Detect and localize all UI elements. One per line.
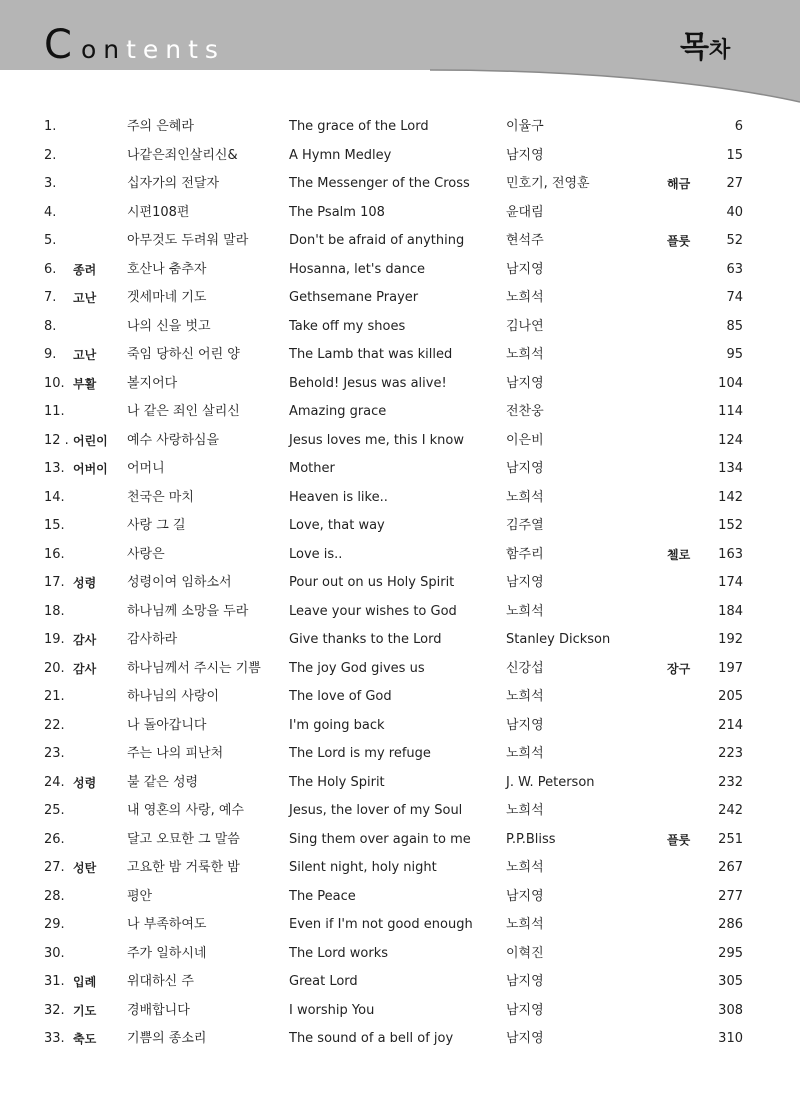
entry-english-title: The love of God — [289, 689, 392, 704]
entry-english-title: Jesus, the lover of my Soul — [289, 803, 463, 818]
entry-number: 20. — [44, 660, 65, 676]
entry-page-number: 310 — [718, 1031, 743, 1046]
entry-author: 남지영 — [506, 261, 544, 277]
entry-number: 26. — [44, 831, 65, 847]
toc-row — [0, 997, 800, 1026]
entry-page-number: 104 — [718, 375, 743, 391]
entry-number: 18. — [44, 603, 65, 619]
entry-instrument: 첼로 — [667, 547, 691, 562]
entry-korean-title: 하나님께서 주시는 기쁨 — [127, 660, 261, 676]
entry-number: 13. — [44, 461, 65, 476]
entry-korean-title: 나의 신을 벗고 — [127, 318, 211, 334]
entry-korean-title: 겟세마네 기도 — [127, 290, 207, 305]
entry-number: 6. — [44, 261, 57, 277]
entry-number: 17. — [44, 575, 65, 590]
entry-english-title: Love is.. — [289, 546, 343, 562]
entry-author: 남지영 — [506, 375, 544, 391]
entry-number: 5. — [44, 233, 57, 248]
entry-korean-title: 달고 오묘한 그 말씀 — [127, 831, 240, 847]
toc-row — [0, 968, 800, 997]
entry-english-title: Behold! Jesus was alive! — [289, 375, 447, 391]
entry-korean-title: 어머니 — [127, 461, 165, 476]
entry-korean-title: 성령이여 임하소서 — [127, 575, 232, 590]
toc-row — [0, 1025, 800, 1054]
toc-row — [0, 598, 800, 627]
entry-english-title: I worship You — [289, 1002, 375, 1018]
entry-number: 2. — [44, 147, 57, 163]
contents-title-initial: C — [44, 22, 81, 68]
entry-korean-title: 주가 일하시네 — [127, 945, 207, 961]
toc-row — [0, 541, 800, 570]
entry-korean-title: 고요한 밤 거룩한 밤 — [127, 860, 240, 875]
entry-english-title: Sing them over again to me — [289, 831, 471, 847]
entry-category: 고난 — [73, 348, 97, 362]
entry-author: J. W. Peterson — [506, 774, 595, 790]
entry-number: 9. — [44, 347, 57, 362]
entry-page-number: 142 — [718, 489, 743, 505]
entry-page-number: 15 — [726, 147, 743, 163]
toc-row — [0, 113, 800, 142]
entry-number: 14. — [44, 489, 65, 505]
entry-korean-title: 십자가의 전달자 — [127, 176, 220, 191]
entry-page-number: 85 — [726, 318, 743, 334]
entry-korean-title: 경배합니다 — [127, 1002, 190, 1018]
entry-number: 27. — [44, 860, 65, 875]
entry-number: 19. — [44, 632, 65, 647]
entry-author: 노희석 — [506, 746, 544, 761]
entry-page-number: 63 — [726, 261, 743, 277]
entry-page-number: 197 — [718, 660, 743, 676]
toc-row — [0, 626, 800, 655]
entry-english-title: Jesus loves me, this I know — [289, 432, 465, 448]
entry-page-number: 223 — [718, 746, 743, 761]
entry-author: 이율구 — [506, 119, 544, 134]
entry-page-number: 174 — [718, 575, 743, 590]
toc-row — [0, 199, 800, 228]
toc-row — [0, 712, 800, 741]
entry-category: 부활 — [73, 376, 97, 391]
entry-category: 성탄 — [73, 861, 97, 875]
entry-english-title: Love, that way — [289, 518, 385, 533]
entry-page-number: 40 — [726, 204, 743, 220]
entry-category: 입례 — [73, 975, 97, 989]
toc-row — [0, 227, 800, 256]
entry-author: 노희석 — [506, 860, 544, 875]
toc-row — [0, 740, 800, 769]
entry-english-title: The Lord works — [289, 945, 389, 961]
entry-number: 15. — [44, 518, 65, 533]
toc-row — [0, 313, 800, 342]
entry-english-title: Great Lord — [289, 974, 358, 989]
entry-english-title: Leave your wishes to God — [289, 603, 457, 619]
entry-english-title: Pour out on us Holy Spirit — [289, 575, 455, 590]
entry-number: 11. — [44, 404, 65, 419]
entry-category: 종려 — [73, 262, 97, 277]
entry-number: 30. — [44, 945, 65, 961]
entry-korean-title: 위대하신 주 — [127, 974, 194, 989]
entry-author: 신강섭 — [506, 660, 544, 676]
toc-row — [0, 655, 800, 684]
entry-english-title: The Psalm 108 — [289, 204, 385, 220]
entry-category: 어린이 — [73, 433, 108, 448]
entry-author: 남지영 — [506, 888, 544, 904]
entry-category: 고난 — [73, 291, 97, 305]
contents-title-light-part: tents — [126, 35, 225, 64]
entry-author: 노희석 — [506, 347, 544, 362]
toc-row — [0, 940, 800, 969]
toc-row — [0, 170, 800, 199]
entry-page-number: 74 — [726, 290, 743, 305]
toc-row — [0, 683, 800, 712]
entry-category: 성령 — [73, 576, 97, 590]
entry-author: 남지영 — [506, 575, 544, 590]
entry-author: 김주열 — [506, 518, 544, 533]
entry-korean-title: 아무것도 두려워 말라 — [127, 233, 249, 248]
entry-number: 16. — [44, 546, 65, 562]
entry-english-title: Amazing grace — [289, 404, 387, 419]
entry-category: 성령 — [73, 775, 97, 790]
entry-author: P.P.Bliss — [506, 831, 556, 847]
entry-korean-title: 볼지어다 — [127, 375, 178, 391]
toc-row — [0, 427, 800, 456]
entry-english-title: The joy God gives us — [289, 660, 425, 676]
entry-author: 김나연 — [506, 318, 544, 334]
entry-number: 21. — [44, 689, 65, 704]
entry-author: 노희석 — [506, 290, 544, 305]
entry-page-number: 295 — [718, 945, 743, 961]
korean-title-second: 차 — [708, 38, 731, 63]
entry-page-number: 152 — [718, 518, 743, 533]
entry-category: 기도 — [73, 1003, 97, 1018]
entry-instrument: 플룻 — [667, 832, 691, 847]
korean-title-first: 목 — [680, 30, 709, 65]
entry-number: 1. — [44, 119, 57, 134]
toc-row — [0, 569, 800, 598]
entry-english-title: Silent night, holy night — [289, 860, 437, 875]
entry-author: 윤대림 — [506, 204, 544, 220]
entry-number: 22. — [44, 717, 65, 733]
entry-number: 7. — [44, 290, 57, 305]
entry-page-number: 184 — [718, 603, 743, 619]
entry-english-title: The Messenger of the Cross — [289, 176, 470, 191]
entry-number: 10. — [44, 375, 65, 391]
entry-english-title: Gethsemane Prayer — [289, 290, 419, 305]
entry-korean-title: 하나님께 소망을 두라 — [127, 603, 249, 619]
entry-english-title: The Lamb that was killed — [289, 347, 453, 362]
entry-author: 노희석 — [506, 603, 544, 619]
entry-korean-title: 사랑은 — [127, 546, 165, 562]
entry-author: 이혁진 — [506, 945, 544, 961]
entry-english-title: Give thanks to the Lord — [289, 632, 442, 647]
entry-number: 4. — [44, 204, 57, 220]
entry-english-title: Hosanna, let's dance — [289, 261, 425, 277]
entry-author: 남지영 — [506, 1031, 544, 1046]
entry-korean-title: 나 돌아갑니다 — [127, 717, 207, 733]
toc-row — [0, 398, 800, 427]
entry-author: 남지영 — [506, 1002, 544, 1018]
toc-row — [0, 284, 800, 313]
entry-instrument: 해금 — [667, 177, 691, 191]
entry-number: 23. — [44, 746, 65, 761]
entry-english-title: Even if I'm not good enough — [289, 917, 473, 932]
entry-korean-title: 주의 은혜라 — [127, 119, 194, 134]
entry-number: 28. — [44, 888, 65, 904]
entry-number: 31. — [44, 974, 65, 989]
entry-korean-title: 사랑 그 길 — [127, 518, 186, 533]
entry-author: 노희석 — [506, 803, 544, 818]
entry-korean-title: 시편108편 — [127, 204, 190, 220]
toc-row — [0, 455, 800, 484]
toc-row — [0, 826, 800, 855]
entry-page-number: 134 — [718, 461, 743, 476]
entry-korean-title: 기쁨의 종소리 — [127, 1031, 207, 1046]
entry-category: 어버이 — [73, 462, 108, 476]
entry-number: 24. — [44, 774, 65, 790]
entry-english-title: Heaven is like.. — [289, 489, 388, 505]
entry-english-title: The Lord is my refuge — [289, 746, 431, 761]
entry-korean-title: 예수 사랑하심을 — [127, 432, 220, 448]
entry-author: 남지영 — [506, 717, 544, 733]
entry-page-number: 242 — [718, 803, 743, 818]
entry-author: 노희석 — [506, 917, 544, 932]
entry-korean-title: 나 부족하여도 — [127, 917, 207, 932]
entry-english-title: I'm going back — [289, 717, 385, 733]
toc-row — [0, 484, 800, 513]
entry-page-number: 124 — [718, 432, 743, 448]
entry-page-number: 267 — [718, 860, 743, 875]
entry-korean-title: 호산나 춤추자 — [127, 261, 207, 277]
entry-author: 남지영 — [506, 147, 544, 163]
entry-english-title: The Holy Spirit — [289, 774, 385, 790]
entry-page-number: 308 — [718, 1002, 743, 1018]
entry-author: 노희석 — [506, 489, 544, 505]
toc-row — [0, 370, 800, 399]
entry-korean-title: 천국은 마치 — [127, 489, 194, 505]
entry-instrument: 장구 — [667, 661, 691, 676]
toc-row — [0, 769, 800, 798]
toc-row — [0, 854, 800, 883]
entry-number: 33. — [44, 1031, 65, 1046]
entry-author: 이은비 — [506, 432, 544, 448]
entry-number: 8. — [44, 318, 57, 334]
entry-english-title: The Peace — [289, 888, 356, 904]
entry-page-number: 192 — [718, 632, 743, 647]
entry-page-number: 286 — [718, 917, 743, 932]
entry-page-number: 305 — [718, 974, 743, 989]
entry-number: 3. — [44, 176, 57, 191]
korean-title — [680, 22, 730, 66]
entry-korean-title: 내 영혼의 사랑, 예수 — [127, 803, 244, 818]
entry-page-number: 52 — [726, 233, 743, 248]
toc-row — [0, 142, 800, 171]
toc-row — [0, 883, 800, 912]
entry-page-number: 6 — [734, 119, 743, 134]
entry-category: 감사 — [73, 661, 97, 676]
entry-page-number: 232 — [718, 774, 743, 790]
entry-english-title: Mother — [289, 461, 335, 476]
entry-korean-title: 죽임 당하신 어린 양 — [127, 347, 240, 362]
entry-number: 25. — [44, 803, 65, 818]
entry-korean-title: 주는 나의 피난처 — [127, 746, 224, 761]
entry-korean-title: 감사하라 — [127, 632, 178, 647]
entry-page-number: 95 — [726, 347, 743, 362]
entry-page-number: 277 — [718, 888, 743, 904]
entry-category: 감사 — [73, 633, 97, 647]
entry-english-title: The sound of a bell of joy — [289, 1031, 454, 1046]
entry-author: 민호기, 전영훈 — [506, 176, 590, 191]
entry-author: 전찬웅 — [506, 404, 544, 419]
entry-english-title: Don't be afraid of anything — [289, 233, 465, 248]
entry-korean-title: 나같은죄인살리신& — [127, 147, 238, 163]
entry-author: 현석주 — [506, 233, 544, 248]
entry-korean-title: 하나님의 사랑이 — [127, 689, 220, 704]
toc-row — [0, 911, 800, 940]
entry-instrument: 플룻 — [667, 234, 691, 248]
entry-english-title: Take off my shoes — [289, 318, 406, 334]
entry-korean-title: 평안 — [127, 888, 153, 904]
entry-author: 노희석 — [506, 689, 544, 704]
entry-korean-title: 나 같은 죄인 살리신 — [127, 404, 240, 419]
entry-korean-title: 불 같은 성령 — [127, 774, 199, 790]
toc-row — [0, 512, 800, 541]
entry-category: 축도 — [73, 1032, 97, 1046]
entry-page-number: 251 — [718, 831, 743, 847]
entry-number: 12 . — [44, 432, 69, 448]
entry-page-number: 114 — [718, 404, 743, 419]
toc-row — [0, 256, 800, 285]
entry-english-title: The grace of the Lord — [289, 119, 429, 134]
entry-page-number: 205 — [718, 689, 743, 704]
entry-author: Stanley Dickson — [506, 632, 611, 647]
entry-page-number: 214 — [718, 717, 743, 733]
entry-english-title: A Hymn Medley — [289, 147, 392, 163]
entry-number: 32. — [44, 1002, 65, 1018]
entry-page-number: 27 — [726, 176, 743, 191]
entry-number: 29. — [44, 917, 65, 932]
contents-title-dark-part: on — [80, 35, 127, 64]
entry-author: 남지영 — [506, 461, 544, 476]
entry-author: 함주리 — [506, 546, 544, 562]
entry-page-number: 163 — [718, 546, 743, 562]
entry-author: 남지영 — [506, 974, 544, 989]
toc-row — [0, 797, 800, 826]
contents-title — [44, 22, 225, 72]
toc-row — [0, 341, 800, 370]
table-of-contents — [0, 113, 800, 1054]
